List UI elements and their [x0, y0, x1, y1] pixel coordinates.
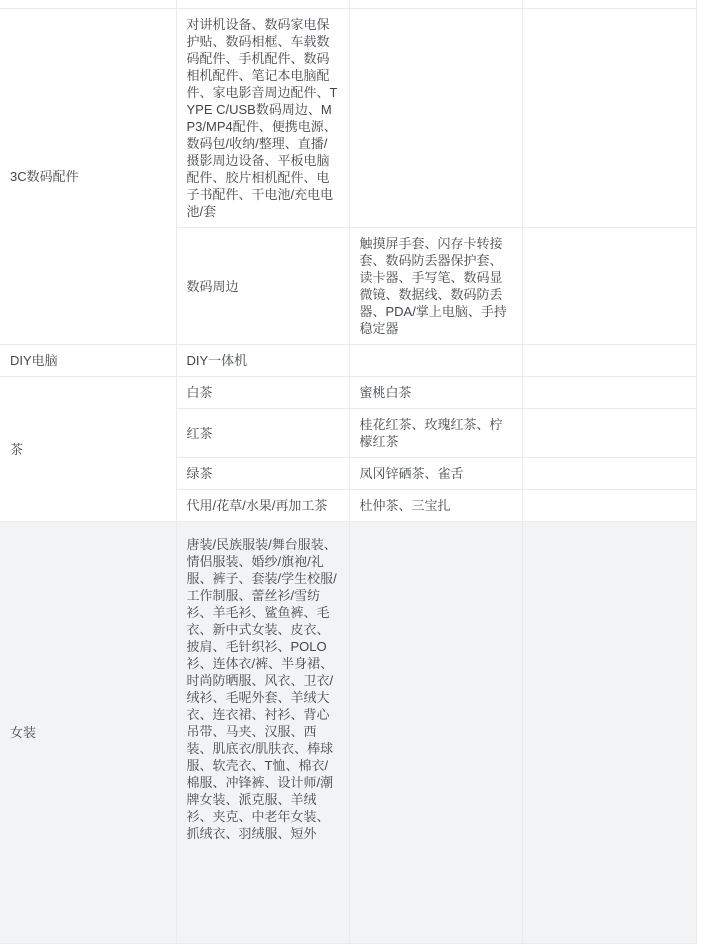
empty-cell [176, 0, 349, 9]
extra-cell [522, 228, 696, 345]
extra-cell [522, 345, 696, 377]
subcategory-cell: 唐装/民族服装/舞台服装、情侣服装、婚纱/旗袍/礼服、裤子、套装/学生校服/工作制服、蕾丝衫/雪纺衫、羊毛衫、鲨鱼裤、毛衣、新中式女装、皮衣、披肩、毛针织衫、POLO衫、连体衣/裤、半身裙、时尚防晒服、风衣、卫衣/绒衫、毛呢外套、羊绒大衣、连衣裙、衬衫、背心吊带、马夹、汉服、西装、肌底衣/肌肤衣、棒球服、软壳衣、T恤、棉衣/棉服、冲锋裤、设计师/潮牌女装、派克服、羊绒衫、夹克、中老年女装、抓绒衣、羽绒服、短外 [176, 522, 349, 944]
items-cell: 凤冈锌硒茶、雀舌 [349, 458, 522, 490]
subcategory-cell: 数码周边 [176, 228, 349, 345]
category-cell: DIY电脑 [0, 345, 176, 377]
table-row [0, 345, 696, 377]
table-row [0, 9, 696, 228]
items-cell: 桂花红茶、玫瑰红茶、柠檬红茶 [349, 409, 522, 458]
empty-cell [349, 0, 522, 9]
category-cell: 女装 [0, 522, 176, 944]
empty-cell [522, 0, 696, 9]
table-row [0, 377, 696, 409]
category-cell: 3C数码配件 [0, 9, 176, 345]
subcategory-cell: 红茶 [176, 409, 349, 458]
items-cell: 触摸屏手套、闪存卡转接套、数码防丢器保护套、读卡器、手写笔、数码显微镜、数据线、数码防丢器、PDA/掌上电脑、手持稳定器 [349, 228, 522, 345]
items-cell [349, 345, 522, 377]
subcategory-cell: DIY一体机 [176, 345, 349, 377]
subcategory-cell: 代用/花草/水果/再加工茶 [176, 490, 349, 522]
items-cell [349, 522, 522, 944]
extra-cell [522, 409, 696, 458]
category-cell: 茶 [0, 377, 176, 522]
subcategory-cell: 对讲机设备、数码家电保护贴、数码相框、车载数码配件、手机配件、数码相机配件、笔记本电脑配件、家电影音周边配件、TYPE C/USB数码周边、MP3/MP4配件、便携电源、数码包/收纳/整理、直播/摄影周边设备、平板电脑配件、胶片相机配件、电子书配件、干电池/充电电池/套 [176, 9, 349, 228]
extra-cell [522, 522, 696, 944]
table-row-highlighted [0, 522, 696, 944]
subcategory-cell: 白茶 [176, 377, 349, 409]
table-row-partial [0, 0, 696, 9]
empty-cell [0, 0, 176, 9]
items-cell [349, 9, 522, 228]
subcategory-cell: 绿茶 [176, 458, 349, 490]
extra-cell [522, 9, 696, 228]
extra-cell [522, 490, 696, 522]
items-cell: 杜仲茶、三宝扎 [349, 490, 522, 522]
extra-cell [522, 377, 696, 409]
extra-cell [522, 458, 696, 490]
items-cell: 蜜桃白茶 [349, 377, 522, 409]
